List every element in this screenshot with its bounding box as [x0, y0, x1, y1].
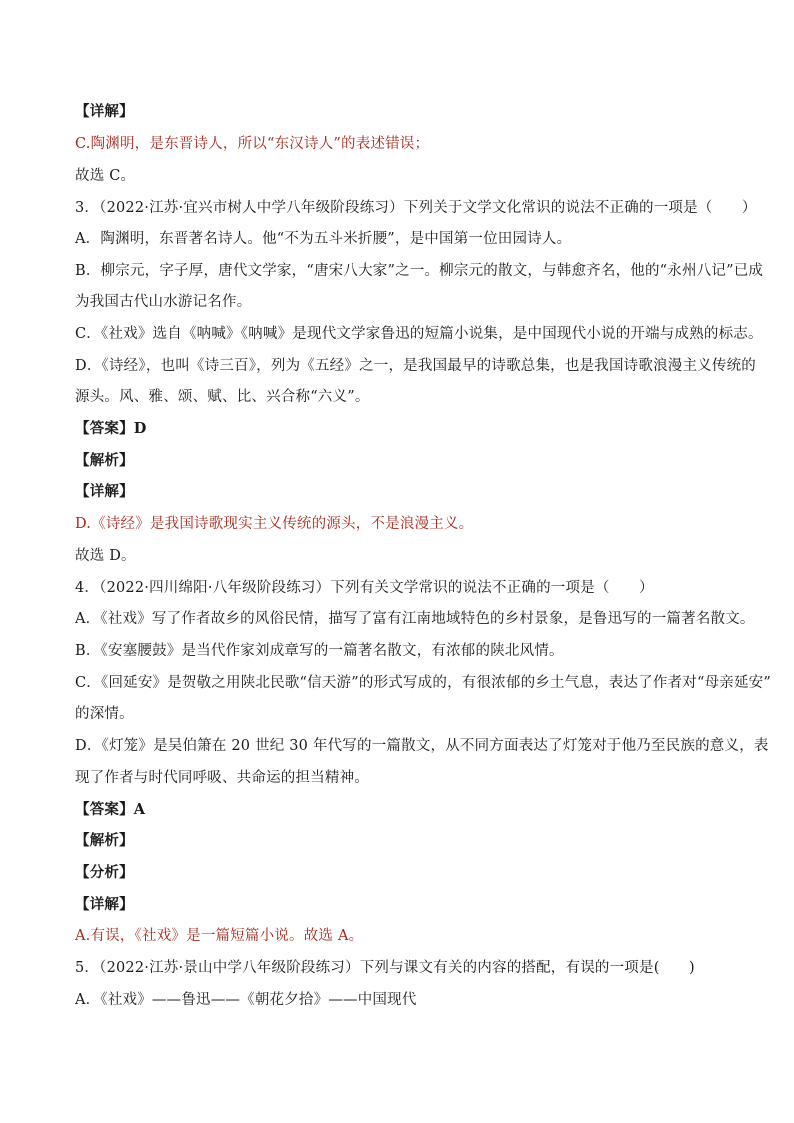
- question-5-stem: 5．（2022·江苏·景山中学八年级阶段练习）下列与课文有关的内容的搭配，有误的一项是( ): [75, 960, 695, 976]
- answer-label: 【答案】D: [75, 420, 147, 437]
- question-3-option-b: B．柳宗元，字子厚，唐代文学家，“唐宋八大家”之一。柳宗元的散文，与韩愈齐名，他的“永州八记”已成: [75, 263, 764, 279]
- question-3-option-a: A．陶渊明，东晋著名诗人。他“不为五斗米折腰”，是中国第一位田园诗人。: [75, 231, 572, 247]
- analysis-heading: 【解析】: [75, 832, 134, 849]
- detail-heading: 【详解】: [75, 103, 134, 120]
- question-4-option-a: A．《社戏》写了作者故乡的风俗民情，描写了富有江南地域特色的乡村景象，是鲁迅写的一篇著名散文。: [75, 611, 755, 627]
- question-4-option-c: C．《回延安》是贺敬之用陕北民歌“信天游”的形式写成的，有很浓郁的乡土气息，表达了作者对“母亲延安”: [75, 675, 771, 691]
- answer-choice-text: 故选 C。: [75, 168, 136, 184]
- breakdown-heading: 【分析】: [75, 864, 134, 881]
- explanation-text: C.陶渊明，是东晋诗人，所以“东汉诗人”的表述错误；: [75, 136, 430, 152]
- explanation-text: A.有误，《社戏》是一篇短篇小说。故选 A。: [75, 928, 364, 944]
- question-3-option-b-cont: 为我国古代山水游记名作。: [75, 294, 252, 310]
- question-3-option-d-cont: 源头。风、雅、颂、赋、比、兴合称“六义”。: [75, 389, 370, 405]
- question-3-stem: 3．（2022·江苏·宜兴市树人中学八年级阶段练习）下列关于文学文化常识的说法不正确的一项是（ ）: [75, 200, 757, 216]
- question-3-option-d: D．《诗经》，也叫《诗三百》，列为《五经》之一，是我国最早的诗歌总集，也是我国诗歌浪漫主义传统的: [75, 358, 756, 374]
- question-3-option-c: C．《社戏》选自《呐喊》《呐喊》是现代文学家鲁迅的短篇小说集，是中国现代小说的开端与成熟的标志。: [75, 326, 763, 342]
- answer-choice-text: 故选 D。: [75, 548, 136, 564]
- detail-heading: 【详解】: [75, 483, 134, 500]
- question-4-option-d: D．《灯笼》是吴伯箫在 20 世纪 30 年代写的一篇散文，从不同方面表达了灯笼对于他乃至民族的意义，表: [75, 738, 769, 754]
- question-4-stem: 4．（2022·四川绵阳·八年级阶段练习）下列有关文学常识的说法不正确的一项是（ ）: [75, 580, 654, 596]
- answer-label: 【答案】A: [75, 801, 146, 818]
- question-4-option-b: B．《安塞腰鼓》是当代作家刘成章写的一篇著名散文，有浓郁的陕北风情。: [75, 643, 564, 659]
- question-4-option-c-cont: 的深情。: [75, 706, 134, 722]
- question-4-option-d-cont: 现了作者与时代同呼吸、共命运的担当精神。: [75, 770, 369, 786]
- analysis-heading: 【解析】: [75, 452, 134, 469]
- explanation-text: D.《诗经》是我国诗歌现实主义传统的源头，不是浪漫主义。: [75, 516, 474, 532]
- detail-heading: 【详解】: [75, 896, 134, 913]
- question-5-option-a: A．《社戏》——鲁迅——《朝花夕拾》——中国现代: [75, 992, 417, 1008]
